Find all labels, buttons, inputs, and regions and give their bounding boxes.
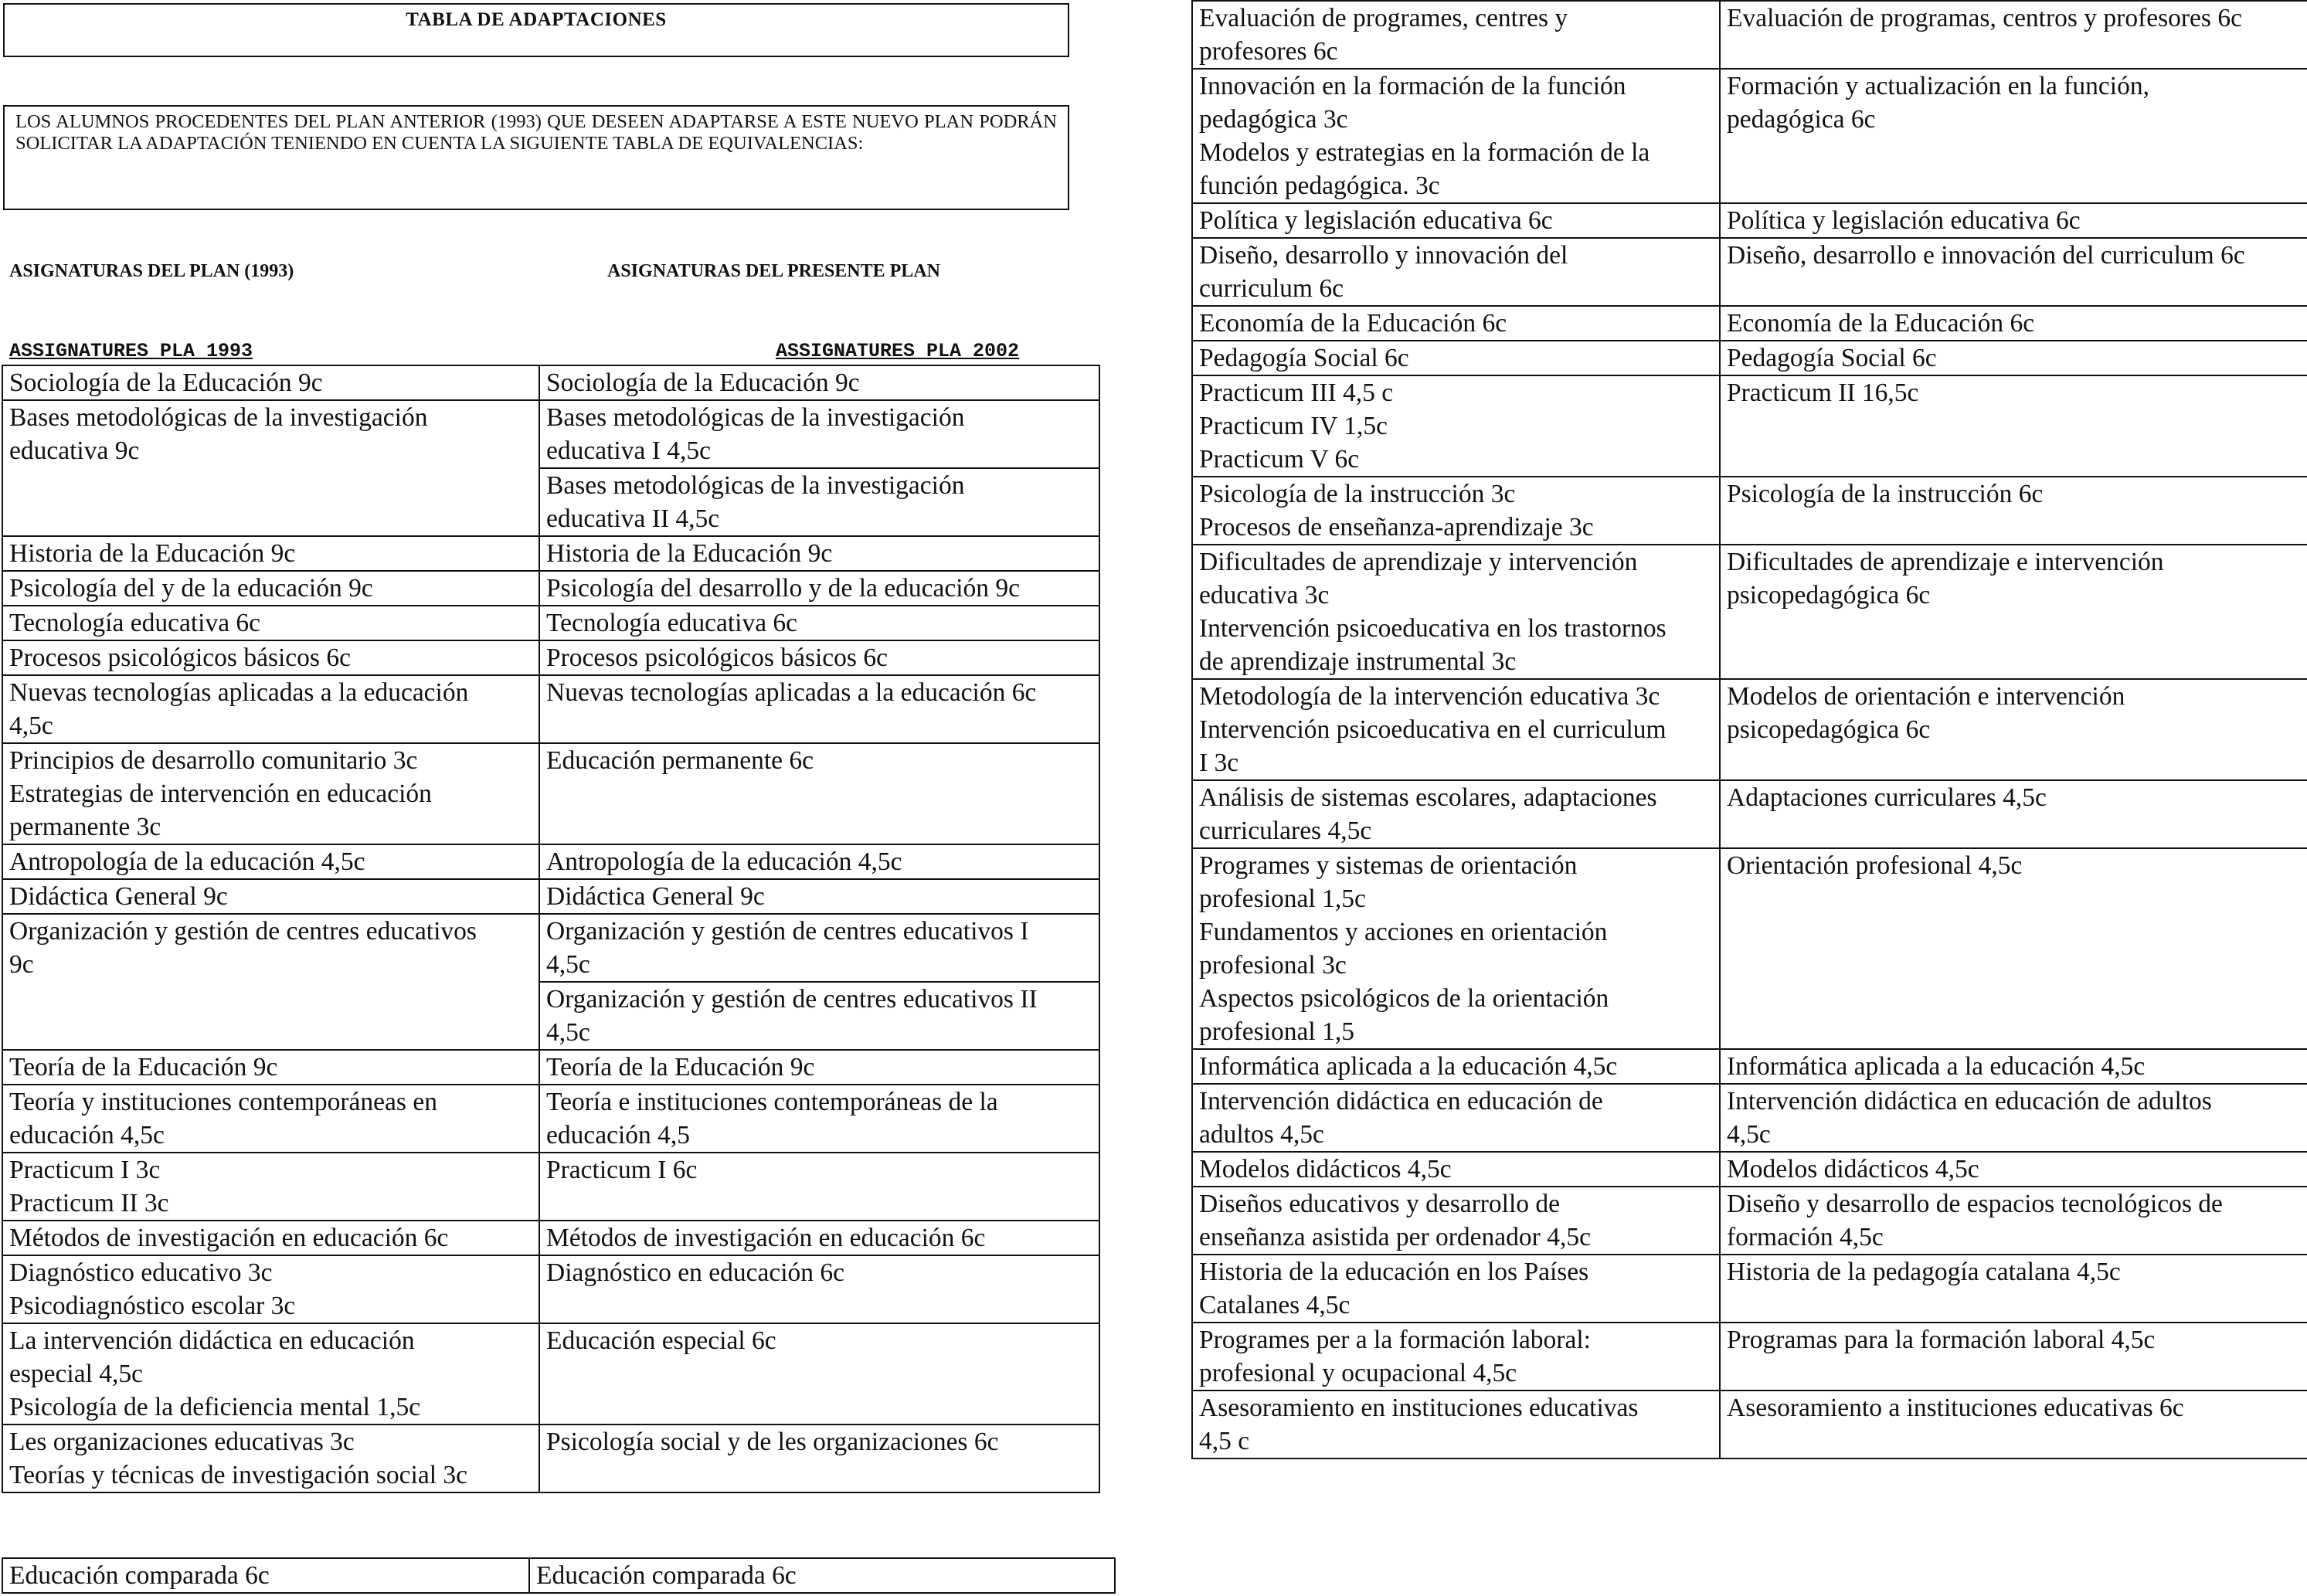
old-subject-cell [1192,1255,1720,1323]
old-subject-line: Teoría y instituciones contemporáneas en [9,1088,437,1116]
new-subject-line: psicopedagógica 6c [1727,715,1931,744]
old-subject-line: Intervención psicoeducativa en los trastornos [1199,614,1667,643]
new-subject-cell [1720,545,2307,679]
old-subject-cell [1192,341,1720,375]
old-subject-line: Política y legislación educativa 6c [1199,206,1553,235]
old-subject-cell [1192,477,1720,545]
old-subject-cell [2,1153,539,1221]
old-subject-line: función pedagógica. 3c [1199,171,1440,200]
old-subject-cell [2,1050,539,1085]
old-subject-line: educativa 9c [9,436,140,465]
table-row [2,1255,1099,1323]
old-subject-line: educación 4,5c [9,1121,165,1149]
old-subject-cell [2,1085,539,1153]
new-subject-line: Orientación profesional 4,5c [1727,851,2023,880]
old-subject-cell [2,844,539,879]
old-subject-line: Dificultades de aprendizaje y intervención [1199,548,1638,576]
table-row [2,640,1099,675]
old-subject-line: 4,5 c [1199,1427,1250,1455]
new-subject-line: Modelos de orientación e intervención [1727,682,2125,711]
new-subject-cell [539,365,1099,400]
new-subject-line: 4,5c [1727,1120,1771,1149]
table-row [1192,306,2307,341]
new-subject-line: psicopedagógica 6c [1727,581,1931,610]
new-subject-cell [539,400,1099,468]
old-subject-line: Practicum V 6c [1199,445,1360,474]
new-subject-line: Bases metodológicas de la investigación [546,403,965,432]
new-subject-line: 4,5c [546,950,590,979]
old-subject-line: profesores 6c [1199,37,1338,66]
old-subject-line: Análisis de sistemas escolares, adaptaciones [1199,783,1657,812]
old-subject-line: Antropología de la educación 4,5c [9,847,365,876]
new-subject-cell [1720,1049,2307,1084]
old-subject-cell [1192,679,1720,780]
old-subject-line: Economía de la Educación 6c [1199,309,1507,338]
old-subject-cell [1192,375,1720,477]
old-subject-line: Practicum IV 1,5c [1199,412,1388,440]
old-subject-line: Fundamentos y acciones en orientación [1199,918,1608,946]
new-subject-line: Diseño y desarrollo de espacios tecnológicos de [1727,1190,2223,1218]
old-subject-cell [2,1323,539,1425]
table-row [1192,1391,2307,1458]
new-subject-cell [1720,1152,2307,1187]
table-row [1192,780,2307,848]
old-subject-line: profesional y ocupacional 4,5c [1199,1359,1517,1387]
old-subject-cell [1192,238,1720,306]
old-subject-line: Procesos de enseñanza-aprendizaje 3c [1199,513,1594,542]
old-subject-line: I 3c [1199,749,1239,777]
old-subject-cell [1192,780,1720,848]
new-subject-line: Psicología social y de les organizaciones 6c [546,1428,999,1456]
table-row [2,1050,1099,1085]
intro-notice: LOS ALUMNOS PROCEDENTES DEL PLAN ANTERIOR (1993) QUE DESEEN ADAPTARSE A ESTE NUEVO PLAN PODRÁN SOLICITAR LA ADAPTACIÓN TENIENDO EN CUENTA LA SIGUIENTE TABLA DE EQUIVALENCIAS: [3,105,1069,210]
new-subject-line: Pedagogía Social 6c [1727,344,1937,372]
old-subject-line: Intervención didáctica en educación de [1199,1087,1603,1116]
new-subject-line: Didáctica General 9c [546,882,765,911]
old-subject-line: permanente 3c [9,813,161,841]
old-subject-line: Tecnología educativa 6c [9,609,261,637]
old-subject-line: Didáctica General 9c [9,882,228,911]
old-subject-line: Les organizaciones educativas 3c [9,1428,355,1456]
new-subject-cell [529,1558,1115,1593]
old-subject-line: adultos 4,5c [1199,1120,1324,1149]
old-subject-cell [2,571,539,606]
old-subject-cell [1192,306,1720,341]
old-subject-line: Psicología de la deficiencia mental 1,5c [9,1393,421,1421]
old-subject-cell [2,1255,539,1323]
new-subject-line: Diagnóstico en educación 6c [546,1258,845,1287]
new-subject-cell [539,536,1099,571]
new-subject-line: Intervención didáctica en educación de adultos [1727,1087,2212,1116]
new-subject-cell [1720,848,2307,1049]
old-subject-line: Programes y sistemas de orientación [1199,851,1578,880]
new-subject-line: Practicum I 6c [546,1156,698,1184]
old-subject-line: Informática aplicada a la educación 4,5c [1199,1052,1618,1081]
new-subject-cell [1720,1391,2307,1458]
table-row [1192,1255,2307,1323]
new-subject-cell [539,1323,1099,1425]
table-row [1192,679,2307,780]
old-subject-cell [2,400,539,536]
equivalence-table-bottom [2,1557,1116,1594]
old-subject-line: Historia de la educación en los Países [1199,1258,1589,1286]
title-box [3,3,1069,57]
table-row [1192,341,2307,375]
table-row [1192,375,2307,477]
old-subject-line: Practicum III 4,5 c [1199,379,1394,407]
table-row [2,571,1099,606]
new-subject-cell [539,640,1099,675]
new-subject-cell [1720,1084,2307,1152]
equivalence-table-left [2,365,1100,1493]
new-plan-heading: ASIGNATURAS DEL PRESENTE PLAN [607,261,940,281]
new-subject-cell [539,1153,1099,1221]
new-subject-line: Formación y actualización en la función, [1727,72,2149,100]
new-subject-line: Informática aplicada a la educación 4,5c [1727,1052,2146,1081]
old-subject-cell [1192,1187,1720,1255]
new-subject-cell [1720,238,2307,306]
table-row [1192,1049,2307,1084]
table-row [2,1085,1099,1153]
old-subject-line: Programes per a la formación laboral: [1199,1326,1591,1354]
old-subject-cell [1192,69,1720,203]
new-subject-cell [1720,375,2307,477]
table-row [2,914,1099,982]
old-subject-line: Catalanes 4,5c [1199,1291,1351,1319]
old-subject-line: curriculum 6c [1199,274,1344,303]
old-plan-mono-heading: ASSIGNATURES PLA 1993 [9,340,253,362]
new-subject-line: Modelos didácticos 4,5c [1727,1155,1979,1183]
new-subject-line: Sociología de la Educación 9c [546,368,860,397]
table-row [2,1558,1115,1593]
page-title: TABLA DE ADAPTACIONES [406,9,667,30]
table-row [1192,238,2307,306]
new-subject-line: Economía de la Educación 6c [1727,309,2035,338]
equivalence-table-right [1191,0,2307,1459]
new-subject-cell [539,606,1099,640]
table-row [2,1323,1099,1425]
new-subject-cell [1720,203,2307,238]
old-subject-line: Teorías y técnicas de investigación social 3c [9,1461,467,1489]
old-subject-line: Procesos psicológicos básicos 6c [9,643,351,672]
old-subject-line: Practicum II 3c [9,1189,169,1217]
old-subject-line: educativa 3c [1199,581,1330,610]
old-subject-cell [2,1221,539,1255]
table-row [2,365,1099,400]
old-subject-line: 4,5c [9,711,53,740]
new-subject-line: educación 4,5 [546,1121,691,1149]
new-subject-cell [539,675,1099,743]
old-subject-line: Diseños educativos y desarrollo de [1199,1190,1561,1218]
table-row [2,844,1099,879]
new-subject-line: Evaluación de programas, centros y profesores 6c [1727,4,2242,32]
new-subject-line: Historia de la pedagogía catalana 4,5c [1727,1258,2121,1286]
new-subject-line: Adaptaciones curriculares 4,5c [1727,783,2047,812]
old-subject-line: Modelos y estrategias en la formación de la [1199,138,1650,167]
table-row [2,1153,1099,1221]
new-subject-cell [539,879,1099,914]
old-subject-line: La intervención didáctica en educación [9,1326,415,1355]
table-row [1192,1084,2307,1152]
table-row [1192,203,2307,238]
new-subject-line: Educación permanente 6c [546,746,814,775]
table-row [2,879,1099,914]
old-subject-cell [1192,1,1720,69]
old-subject-line: profesional 3c [1199,951,1347,980]
table-row [1192,477,2307,545]
old-subject-cell [2,536,539,571]
new-subject-cell [1720,477,2307,545]
table-row [1192,848,2307,1049]
old-subject-line: Metodología de la intervención educativa 3c [1199,682,1660,711]
old-subject-line: Psicodiagnóstico escolar 3c [9,1292,296,1320]
new-subject-line: Bases metodológicas de la investigación [546,471,965,500]
table-row [2,400,1099,468]
old-subject-cell [1192,203,1720,238]
new-subject-line: pedagógica 6c [1727,105,1876,134]
old-subject-cell [1192,1323,1720,1391]
new-subject-cell [539,1425,1099,1492]
old-subject-cell [1192,545,1720,679]
new-subject-line: formación 4,5c [1727,1223,1884,1251]
old-subject-cell [2,743,539,844]
new-subject-cell [1720,780,2307,848]
old-subject-line: Nuevas tecnologías aplicadas a la educación [9,678,469,707]
old-subject-line: Psicología del y de la educación 9c [9,574,373,603]
old-subject-line: Modelos didácticos 4,5c [1199,1155,1452,1183]
table-row [2,675,1099,743]
old-subject-cell [1192,848,1720,1049]
old-subject-cell [1192,1391,1720,1458]
new-subject-line: Psicología del desarrollo y de la educación 9c [546,574,1021,603]
table-row [2,536,1099,571]
old-subject-line: Intervención psicoeducativa en el curriculum [1199,715,1667,744]
table-row [1192,545,2307,679]
old-subject-line: Organización y gestión de centres educativos [9,917,477,946]
new-subject-line: Educación comparada 6c [536,1561,797,1590]
new-subject-cell [1720,679,2307,780]
new-subject-line: Procesos psicológicos básicos 6c [546,643,888,672]
new-plan-mono-heading: ASSIGNATURES PLA 2002 [776,340,1020,362]
new-subject-line: Nuevas tecnologías aplicadas a la educación 6c [546,678,1037,707]
old-subject-line: pedagógica 3c [1199,105,1348,134]
new-subject-cell [1720,1323,2307,1391]
new-subject-cell [539,844,1099,879]
old-subject-line: Educación comparada 6c [9,1561,270,1590]
new-subject-line: Antropología de la educación 4,5c [546,847,902,876]
table-row [2,1425,1099,1492]
new-subject-line: Diseño, desarrollo e innovación del curriculum 6c [1727,241,2245,270]
old-subject-line: Psicología de la instrucción 3c [1199,480,1516,508]
old-subject-cell [2,1558,529,1593]
new-subject-line: 4,5c [546,1018,590,1047]
new-subject-line: Organización y gestión de centres educativos I [546,917,1029,946]
old-subject-line: Métodos de investigación en educación 6c [9,1224,449,1252]
new-subject-cell [1720,1187,2307,1255]
table-row [2,1221,1099,1255]
old-subject-cell [2,365,539,400]
new-subject-cell [1720,306,2307,341]
new-subject-cell [1720,69,2307,203]
old-subject-line: 9c [9,950,34,979]
table-row [1192,1152,2307,1187]
old-subject-line: Teoría de la Educación 9c [9,1053,278,1082]
new-subject-cell [539,571,1099,606]
old-subject-line: enseñanza asistida per ordenador 4,5c [1199,1223,1591,1251]
old-subject-cell [1192,1152,1720,1187]
old-subject-line: curriculares 4,5c [1199,817,1372,845]
old-subject-cell [2,914,539,1050]
new-subject-line: Practicum II 16,5c [1727,379,1919,407]
old-subject-cell [2,606,539,640]
old-subject-cell [2,1425,539,1492]
old-subject-line: Sociología de la Educación 9c [9,368,323,397]
old-subject-line: Diagnóstico educativo 3c [9,1258,273,1287]
new-subject-cell [539,1050,1099,1085]
new-subject-cell [1720,1,2307,69]
new-subject-cell [539,1255,1099,1323]
old-subject-line: profesional 1,5c [1199,885,1366,913]
old-subject-line: Practicum I 3c [9,1156,161,1184]
table-row [1192,1187,2307,1255]
new-subject-line: educativa I 4,5c [546,436,711,465]
new-subject-line: Programas para la formación laboral 4,5c [1727,1326,2156,1354]
old-subject-cell [2,640,539,675]
old-subject-line: Estrategias de intervención en educación [9,779,432,808]
table-row [1192,1,2307,69]
old-subject-cell [1192,1084,1720,1152]
new-subject-line: Métodos de investigación en educación 6c [546,1224,986,1252]
old-subject-line: profesional 1,5 [1199,1017,1354,1046]
old-subject-line: Asesoramiento en instituciones educativas [1199,1394,1639,1422]
new-subject-line: Teoría de la Educación 9c [546,1053,815,1082]
old-subject-line: Evaluación de programes, centres y [1199,4,1568,32]
new-subject-line: educativa II 4,5c [546,504,720,533]
old-subject-cell [2,879,539,914]
new-subject-line: Dificultades de aprendizaje e intervención [1727,548,2164,576]
new-subject-line: Organización y gestión de centres educativos II [546,985,1038,1014]
new-subject-cell [1720,1255,2307,1323]
new-subject-line: Política y legislación educativa 6c [1727,206,2081,235]
new-subject-cell [539,743,1099,844]
new-subject-cell [1720,341,2307,375]
new-subject-line: Teoría e instituciones contemporáneas de la [546,1088,998,1116]
old-subject-line: Bases metodológicas de la investigación [9,403,428,432]
old-subject-line: Pedagogía Social 6c [1199,344,1409,372]
new-subject-cell [539,1085,1099,1153]
old-subject-line: Historia de la Educación 9c [9,539,296,568]
new-subject-line: Educación especial 6c [546,1326,776,1355]
table-row [1192,69,2307,203]
new-subject-line: Tecnología educativa 6c [546,609,798,637]
new-subject-cell [539,1221,1099,1255]
table-row [1192,1323,2307,1391]
old-subject-line: Principios de desarrollo comunitario 3c [9,746,418,775]
new-subject-cell [539,468,1099,536]
old-subject-line: Aspectos psicológicos de la orientación [1199,984,1609,1013]
table-row [2,743,1099,844]
old-subject-cell [1192,1049,1720,1084]
old-subject-cell [2,675,539,743]
new-subject-line: Historia de la Educación 9c [546,539,833,568]
old-subject-line: Innovación en la formación de la función [1199,72,1626,100]
new-subject-line: Psicología de la instrucción 6c [1727,480,2044,508]
new-subject-line: Asesoramiento a instituciones educativas 6c [1727,1394,2184,1422]
old-plan-heading: ASIGNATURAS DEL PLAN (1993) [9,261,294,281]
old-subject-line: de aprendizaje instrumental 3c [1199,647,1517,676]
old-subject-line: Diseño, desarrollo y innovación del [1199,241,1568,270]
new-subject-cell [539,982,1099,1050]
old-subject-line: especial 4,5c [9,1360,143,1388]
table-row [2,606,1099,640]
new-subject-cell [539,914,1099,982]
